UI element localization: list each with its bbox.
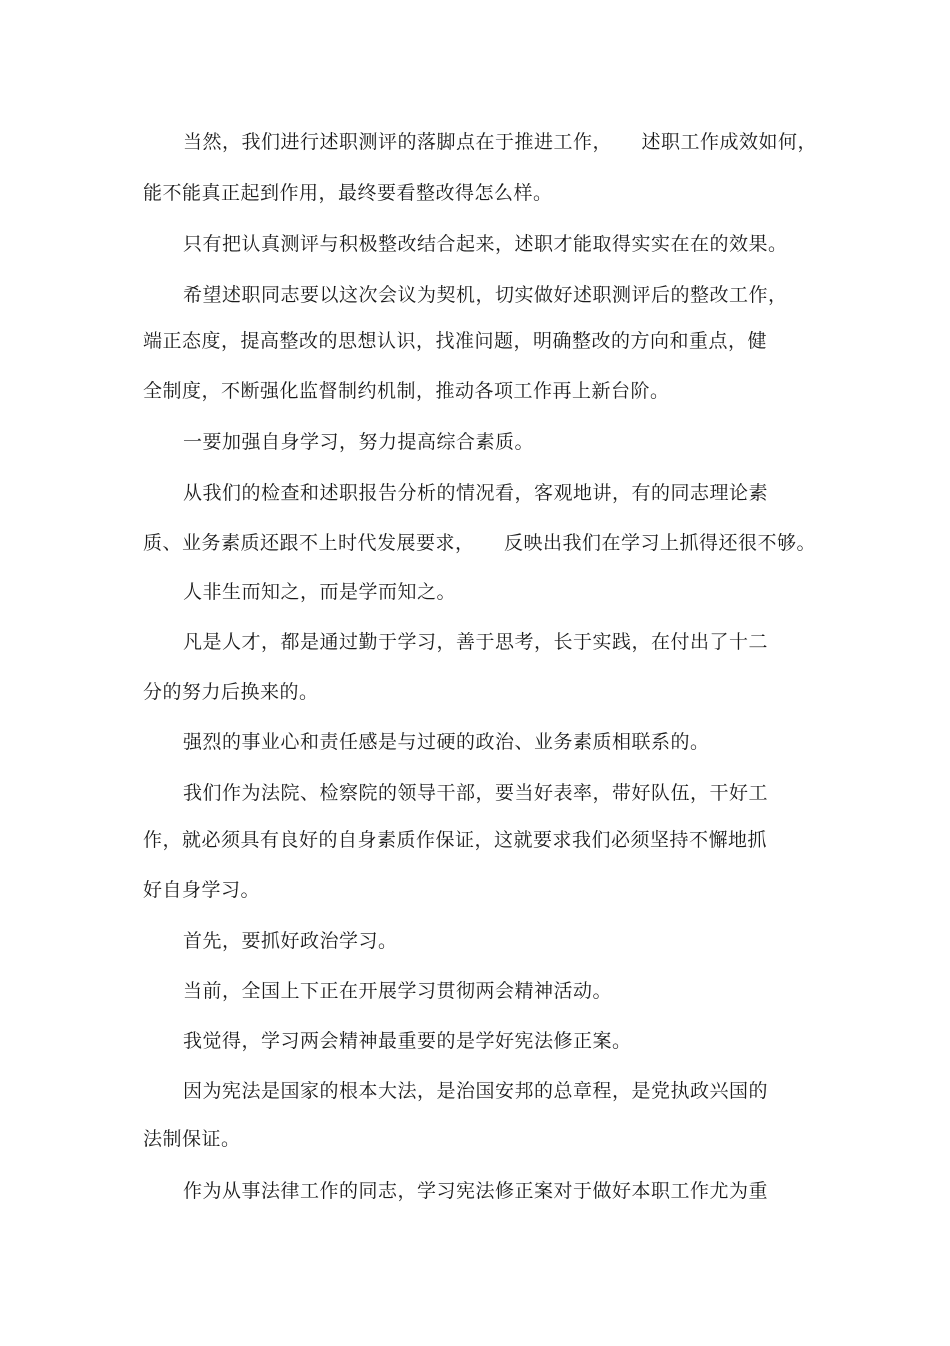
text-line: 好自身学习。: [143, 879, 261, 901]
text-line: 法制保证。: [143, 1128, 241, 1150]
text-line: 我觉得，学习两会精神最重要的是学好宪法修正案。: [183, 1030, 632, 1052]
text-line: 质、业务素质还跟不上时代发展要求， 反映出我们在学习上抓得还很不够。: [143, 532, 817, 554]
text-line: 能不能真正起到作用，最终要看整改得怎么样。: [143, 182, 553, 204]
text-line: 只有把认真测评与积极整改结合起来，述职才能取得实实在在的效果。: [183, 233, 788, 255]
text-line: 从我们的检查和述职报告分析的情况看，客观地讲，有的同志理论素: [183, 482, 769, 504]
text-line: 人非生而知之，而是学而知之。: [183, 581, 457, 603]
text-line: 首先，要抓好政治学习。: [183, 930, 398, 952]
text-line: 分的努力后换来的。: [143, 681, 319, 703]
text-line: 强烈的事业心和责任感是与过硬的政治、业务素质相联系的。: [183, 731, 710, 753]
text-line: 一要加强自身学习，努力提高综合素质。: [183, 431, 535, 453]
text-line: 全制度，不断强化监督制约机制，推动各项工作再上新台阶。: [143, 380, 670, 402]
text-line: 希望述职同志要以这次会议为契机，切实做好述职测评后的整改工作，: [183, 284, 788, 306]
text-line: 我们作为法院、检察院的领导干部，要当好表率，带好队伍，干好工: [183, 782, 769, 804]
text-line: 凡是人才，都是通过勤于学习，善于思考，长于实践，在付出了十二: [183, 631, 769, 653]
text-line: 端正态度，提高整改的思想认识，找准问题，明确整改的方向和重点，健: [143, 330, 768, 352]
text-line: 作，就必须具有良好的自身素质作保证，这就要求我们必须坚持不懈地抓: [143, 829, 768, 851]
text-line: 作为从事法律工作的同志，学习宪法修正案对于做好本职工作尤为重: [183, 1180, 769, 1202]
text-line: 因为宪法是国家的根本大法，是治国安邦的总章程，是党执政兴国的: [183, 1080, 769, 1102]
text-line: 当前，全国上下正在开展学习贯彻两会精神活动。: [183, 980, 613, 1002]
text-line: 当然，我们进行述职测评的落脚点在于推进工作， 述职工作成效如何，: [183, 131, 818, 153]
